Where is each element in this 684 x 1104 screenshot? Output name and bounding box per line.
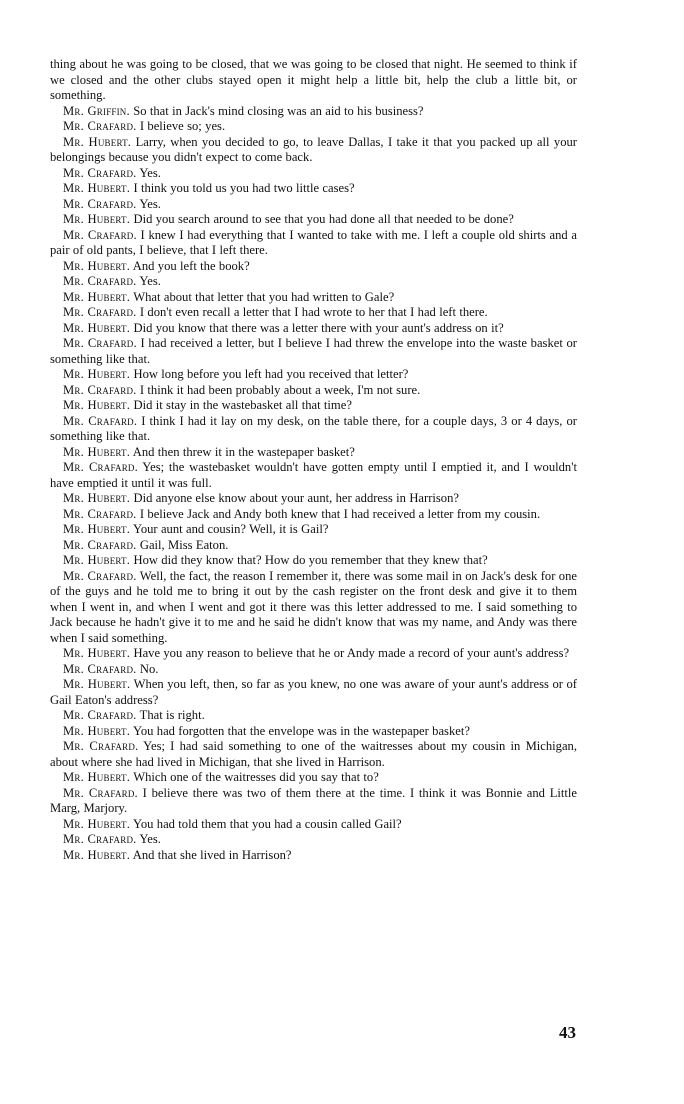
speaker-name: Mr. Hubert. [63, 847, 131, 862]
speech-text: Well, the fact, the reason I remember it, there was some mail in on Jack's desk for one of the guys and he told me to bring it out by the cash register on the front desk and give it to them when I went in, and when I went and got it there was this letter addressed to me. I said something to Jack because he hadn't give it to me and he said he didn't know that was my name, and Andy was there when I said something. [50, 568, 577, 645]
speech-text: So that in Jack's mind closing was an aid to his business? [133, 103, 424, 118]
speech-text: Yes; the wastebasket wouldn't have gotten empty until I emptied it, and I wouldn't have emptied it until it was full. [50, 460, 577, 490]
speech-text: Gail, Miss Eaton. [139, 537, 229, 552]
speaker-name: Mr. Crafard. [63, 506, 137, 521]
speaker-name: Mr. Griffin. [63, 103, 130, 118]
testimony-paragraph [50, 491, 577, 507]
speech-text: And then threw it in the wastepaper basket? [132, 444, 355, 459]
speech-text: I don't even recall a letter that I had wrote to her that I had left there. [139, 305, 488, 319]
speaker-name: Mr. Crafard. [63, 460, 138, 474]
speaker-name: Mr. Crafard. [63, 661, 137, 676]
testimony-paragraph [50, 786, 577, 817]
speech-text: Yes. [139, 274, 161, 288]
testimony-paragraph [50, 398, 577, 414]
speech-text: And you left the book? [132, 258, 250, 273]
speaker-name: Mr. Crafard. [63, 336, 137, 350]
speaker-name: Mr. Hubert. [63, 723, 131, 738]
speech-text: How long before you left had you received that letter? [133, 367, 409, 381]
speaker-name: Mr. Hubert. [63, 770, 131, 784]
speech-text: Have you any reason to believe that he or Andy made a record of your aunt's address? [133, 646, 570, 660]
testimony-paragraph [50, 166, 577, 182]
testimony-paragraph [50, 135, 577, 166]
testimony-paragraph [50, 569, 577, 647]
speaker-name: Mr. Crafard. [63, 165, 137, 180]
testimony-paragraph [50, 522, 577, 538]
speech-text: You had forgotten that the envelope was in the wastepaper basket? [133, 723, 470, 738]
testimony-paragraph [50, 724, 577, 740]
speaker-name: Mr. Hubert. [63, 398, 131, 412]
speaker-name: Mr. Hubert. [63, 320, 131, 335]
testimony-paragraph [50, 119, 577, 135]
speech-text: Yes. [139, 832, 161, 846]
testimony-paragraph [50, 646, 577, 662]
speech-text: Your aunt and cousin? Well, it is Gail? [133, 522, 329, 536]
testimony-paragraph [50, 553, 577, 569]
speech-text: Which one of the waitresses did you say that to? [133, 770, 379, 784]
speech-text: Yes. [139, 165, 161, 180]
speech-text: How did they know that? How do you remember that they knew that? [133, 553, 488, 567]
page-number: 43 [559, 1023, 576, 1042]
speaker-name: Mr. Crafard. [63, 832, 137, 846]
testimony-paragraph [50, 708, 577, 724]
speech-text: I believe Jack and Andy both knew that I had received a letter from my cousin. [139, 506, 541, 521]
testimony-paragraph [50, 538, 577, 554]
speech-text: Yes; I had said something to one of the waitresses about my cousin in Michigan, about where she had lived in Michigan, that she lived in Harrison. [50, 739, 577, 769]
testimony-paragraph [50, 274, 577, 290]
testimony-paragraph [50, 383, 577, 399]
speaker-name: Mr. Hubert. [63, 134, 132, 149]
testimony-paragraph [50, 507, 577, 523]
speaker-name: Mr. Crafard. [63, 382, 137, 397]
speech-text: Did you know that there was a letter there with your aunt's address on it? [133, 320, 504, 335]
speech-text: You had told them that you had a cousin called Gail? [133, 816, 402, 831]
speech-text: Did anyone else know about your aunt, her address in Harrison? [133, 491, 459, 505]
speech-text: I think you told us you had two little cases? [133, 181, 355, 195]
speech-text: I believe so; yes. [139, 119, 226, 133]
speech-text: What about that letter that you had written to Gale? [133, 289, 395, 304]
speaker-name: Mr. Crafard. [63, 305, 137, 319]
testimony-transcript [50, 57, 577, 863]
testimony-paragraph [50, 197, 577, 213]
testimony-paragraph [50, 104, 577, 120]
speaker-name: Mr. Crafard. [63, 227, 137, 242]
speech-text: I believe there was two of them there at the time. I think it was Bonnie and Little Marg, Marjory. [50, 785, 577, 815]
testimony-paragraph [50, 662, 577, 678]
testimony-paragraph [50, 817, 577, 833]
speech-text: Did it stay in the wastebasket all that time? [133, 398, 352, 412]
testimony-paragraph [50, 739, 577, 770]
speech-text: I had received a letter, but I believe I had threw the envelope into the waste basket or something like that. [50, 336, 577, 366]
speaker-name: Mr. Hubert. [63, 258, 131, 273]
speech-text: No. [139, 661, 159, 676]
speaker-name: Mr. Hubert. [63, 289, 131, 304]
testimony-paragraph [50, 336, 577, 367]
testimony-paragraph [50, 290, 577, 306]
speaker-name: Mr. Hubert. [63, 491, 131, 505]
testimony-paragraph [50, 832, 577, 848]
testimony-paragraph [50, 445, 577, 461]
testimony-paragraph [50, 677, 577, 708]
speech-text: Did you search around to see that you had done all that needed to be done? [133, 212, 514, 226]
testimony-paragraph [50, 848, 577, 864]
speaker-name: Mr. Crafard. [63, 274, 137, 288]
speaker-name: Mr. Crafard. [63, 413, 138, 428]
speech-text: Yes. [139, 196, 161, 211]
testimony-paragraph [50, 228, 577, 259]
speaker-name: Mr. Hubert. [63, 181, 131, 195]
testimony-paragraph [50, 305, 577, 321]
testimony-paragraph [50, 367, 577, 383]
speech-text: thing about he was going to be closed, that we was going to be closed that night. He seemed to think if we closed and the other clubs stayed open it might help a little bit, help the club a little bit, or something. [50, 57, 577, 102]
speech-text: I think it had been probably about a week, I'm not sure. [139, 382, 421, 397]
speaker-name: Mr. Crafard. [63, 568, 137, 583]
testimony-paragraph [50, 212, 577, 228]
testimony-paragraph [50, 57, 577, 104]
speech-text: When you left, then, so far as you knew, no one was aware of your aunt's address or of Gail Eaton's address? [50, 677, 577, 707]
speaker-name: Mr. Hubert. [63, 367, 131, 381]
speech-text: That is right. [139, 708, 205, 722]
speech-text: And that she lived in Harrison? [132, 847, 292, 862]
speaker-name: Mr. Hubert. [63, 522, 131, 536]
speaker-name: Mr. Hubert. [63, 212, 131, 226]
speech-text: Larry, when you decided to go, to leave Dallas, I take it that you packed up all your belongings because you didn't expect to come back. [50, 134, 577, 164]
testimony-paragraph [50, 460, 577, 491]
speaker-name: Mr. Crafard. [63, 537, 137, 552]
speaker-name: Mr. Crafard. [63, 785, 138, 800]
speaker-name: Mr. Crafard. [63, 708, 137, 722]
testimony-paragraph [50, 181, 577, 197]
testimony-paragraph [50, 259, 577, 275]
speaker-name: Mr. Crafard. [63, 739, 139, 753]
speaker-name: Mr. Hubert. [63, 816, 131, 831]
speaker-name: Mr. Hubert. [63, 553, 131, 567]
testimony-paragraph [50, 414, 577, 445]
speaker-name: Mr. Hubert. [63, 677, 131, 691]
testimony-paragraph [50, 321, 577, 337]
speaker-name: Mr. Crafard. [63, 119, 137, 133]
testimony-paragraph [50, 770, 577, 786]
speaker-name: Mr. Hubert. [63, 646, 131, 660]
speaker-name: Mr. Hubert. [63, 444, 131, 459]
speech-text: I think I had it lay on my desk, on the table there, for a couple days, 3 or 4 days, or something like that. [50, 413, 577, 443]
speech-text: I knew I had everything that I wanted to take with me. I left a couple old shirts and a pair of old pants, I believe, that I left there. [50, 227, 577, 257]
speaker-name: Mr. Crafard. [63, 196, 137, 211]
